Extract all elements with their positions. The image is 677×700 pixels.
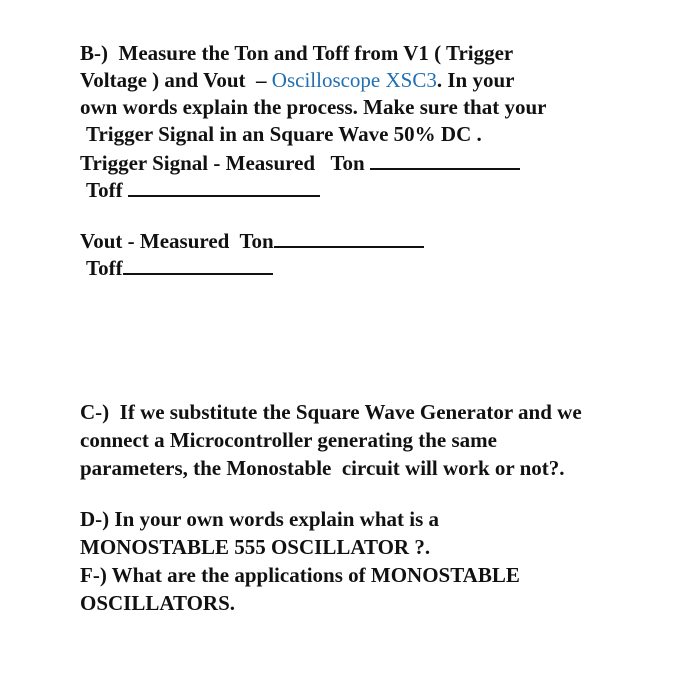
- trigger-ton-label: Trigger Signal - Measured Ton: [80, 151, 370, 175]
- question-b-line-4: Trigger Signal in an Square Wave 50% DC .: [86, 122, 482, 146]
- question-c-line-3: parameters, the Monostable circuit will work or not?.: [80, 456, 565, 480]
- question-b-line-1: B-) Measure the Ton and Toff from V1 ( Trigger: [80, 41, 514, 65]
- trigger-toff-answer-blank[interactable]: [128, 177, 320, 197]
- question-b-line-2: [80, 67, 514, 94]
- vout-toff-label: Toff: [86, 256, 123, 280]
- question-b-line-2-prefix: Voltage ) and Vout –: [80, 68, 272, 92]
- question-f-line-1: F-) What are the applications of MONOSTABLE: [80, 563, 520, 587]
- question-b-line-2-suffix: . In your: [436, 68, 515, 92]
- trigger-ton-answer-blank[interactable]: [370, 150, 520, 170]
- question-f-line-2: OSCILLATORS.: [80, 591, 236, 615]
- question-b-line-3: own words explain the process. Make sure that your: [80, 95, 547, 119]
- trigger-ton-row: [80, 150, 520, 177]
- trigger-toff-row: [86, 177, 320, 204]
- question-c-line-1: C-) If we substitute the Square Wave Generator and we: [80, 400, 582, 424]
- trigger-toff-label: Toff: [86, 178, 128, 202]
- vout-ton-label: Vout - Measured Ton: [80, 229, 274, 253]
- vout-toff-row: [86, 255, 273, 282]
- vout-ton-answer-blank[interactable]: [274, 228, 424, 248]
- oscilloscope-reference: Oscilloscope XSC3: [271, 68, 437, 92]
- question-d-line-1: D-) In your own words explain what is a: [80, 507, 439, 531]
- question-d-line-2: MONOSTABLE 555 OSCILLATOR ?.: [80, 535, 431, 559]
- vout-toff-answer-blank[interactable]: [123, 255, 273, 275]
- question-c-line-2: connect a Microcontroller generating the same: [80, 428, 497, 452]
- vout-ton-row: [80, 228, 424, 255]
